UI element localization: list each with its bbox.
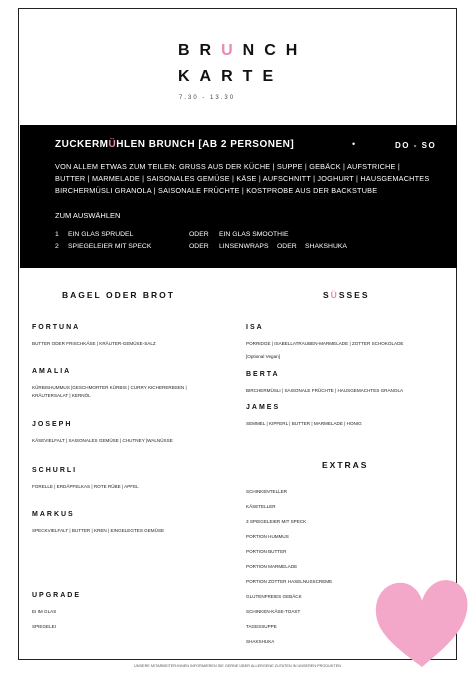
- choose-label: ZUM AUSWÄHLEN: [55, 211, 121, 220]
- section-bagel-oder-brot: BAGEL ODER BROT: [62, 290, 175, 300]
- item-james-desc: SEMMEL | KIPFERL | BUTTER | MARMELADE | HONIG: [246, 421, 362, 426]
- opening-hours: 7.30 - 13.30: [179, 95, 236, 101]
- item-schurli-desc: FORELLE | ERDÄPFELKAS | ROTE RÜBE | APFEL: [32, 484, 139, 489]
- brunch-heading: ZUCKERMÜHLEN BRUNCH [AB 2 PERSONEN]: [55, 139, 295, 150]
- item-fortuna-desc: BUTTER ODER FRISCHKÄSE | KRÄUTER-GEMÜSE-SALZ: [32, 341, 156, 346]
- brunch-days: DO - SO: [395, 141, 437, 150]
- menu-page: [18, 8, 457, 660]
- item-joseph-desc: KÄSEVIELFALT | SAISONALES GEMÜSE | CHUTNEY |WALNÜSSE: [32, 438, 173, 443]
- item-isa-note: [Optional Vegan]: [246, 354, 280, 359]
- menu-title-line2: KARTE: [178, 68, 284, 85]
- item-amalia-desc: KÜRBISHUMMUS |GESCHMORTER KÜRBIS | CURRY KICHERERBSEN | KRÄUTERSALAT | KERNÖL: [32, 385, 187, 398]
- extras-item: TAGESSUPPE: [246, 624, 277, 629]
- menu-title-line1: BRUNCH: [178, 42, 308, 59]
- item-james: JAMES: [246, 404, 281, 411]
- extras-item: PORTION BUTTER: [246, 549, 287, 554]
- section-suesses: SÜSSES: [323, 290, 370, 300]
- extras-item: PORTION HUMMUS: [246, 534, 289, 539]
- extras-item: KÄSETELLER: [246, 504, 276, 509]
- item-amalia: AMALIA: [32, 368, 72, 375]
- item-fortuna: FORTUNA: [32, 324, 81, 331]
- item-markus-desc: SPECKVIELFALT | BUTTER | KREN | EINGELEGTES GEMÜSE: [32, 528, 165, 533]
- item-berta-desc: BIRCHERMÜSLI | SAISONALE FRÜCHTE | HAUSGEMACHTES GRANOLA: [246, 388, 404, 393]
- upgrade-title: UPGRADE: [32, 592, 82, 599]
- separator-dot: •: [352, 139, 356, 149]
- upgrade-item: SPIEGELEI: [32, 624, 57, 629]
- extras-item: PORTION ZOTTER HASELNUSSCREME: [246, 579, 333, 584]
- item-schurli: SCHURLI: [32, 467, 78, 474]
- allergen-footer: UNSERE MITARBEITER:INNEN INFORMIEREN SIE GERNE ÜBER ALLERGENE ZUTATEN IN UNSEREN PRODUKTEN: [134, 664, 341, 668]
- extras-item: SCHINKEN-KÄSE-TOAST: [246, 609, 301, 614]
- brunch-description: VON ALLEM ETWAS ZUM TEILEN: GRUSS AUS DER KÜCHE | SUPPE | GEBÄCK | AUFSTRICHE | BUTTER | MARMELADE | SAISONALES GEMÜSE | KÄSE | AUFSCHNITT | JOGHURT | HAUSGEMACHTES BIRCHERMÜSLI GRANOLA | SAISONALE FRÜCHTE | KOSTPROBE AUS DER BACKSTUBE: [55, 162, 430, 195]
- extras-item: GLUTENFREIES GEBÄCK: [246, 594, 302, 599]
- section-extras: EXTRAS: [322, 460, 369, 470]
- upgrade-item: EI IM GLAS: [32, 609, 57, 614]
- item-berta: BERTA: [246, 371, 280, 378]
- item-isa-desc: PORRIDGE | ISABELLATRAUBEN-MARMELADE | ZOTTER SCHOKOLADE: [246, 341, 404, 346]
- item-markus: MARKUS: [32, 511, 75, 518]
- heart-icon: [372, 575, 472, 670]
- item-joseph: JOSEPH: [32, 421, 73, 428]
- extras-item: SHAKSHUKA: [246, 639, 275, 644]
- extras-item: SCHINKENTELLER: [246, 489, 288, 494]
- item-isa: ISA: [246, 324, 264, 331]
- extras-item: PORTION MARMELADE: [246, 564, 298, 569]
- extras-item: 3 SPIEGELEIER MIT SPECK: [246, 519, 307, 524]
- brunch-banner: ZUCKERMÜHLEN BRUNCH [AB 2 PERSONEN] • DO - SO VON ALLEM ETWAS ZUM TEILEN: GRUSS AUS DER KÜCHE | SUPPE | GEBÄCK | AUFSTRICHE | BUTTER | MARMELADE | SAISONALES GEMÜSE | KÄSE | AUFSCHNITT | JOGHURT | HAUSGEMACHTES BIRCHERMÜSLI GRANOLA | SAISONALE FRÜCHTE | KOSTPROBE AUS DER BACKSTUBE ZUM AUSWÄHLEN 1 EIN GLAS SPRUDEL ODER EIN GLAS SMOOTHIE 2 SPIEGELEIER MIT SPECK ODER LINSENWRAPS ODER SHAKSHUKA: [20, 125, 457, 268]
